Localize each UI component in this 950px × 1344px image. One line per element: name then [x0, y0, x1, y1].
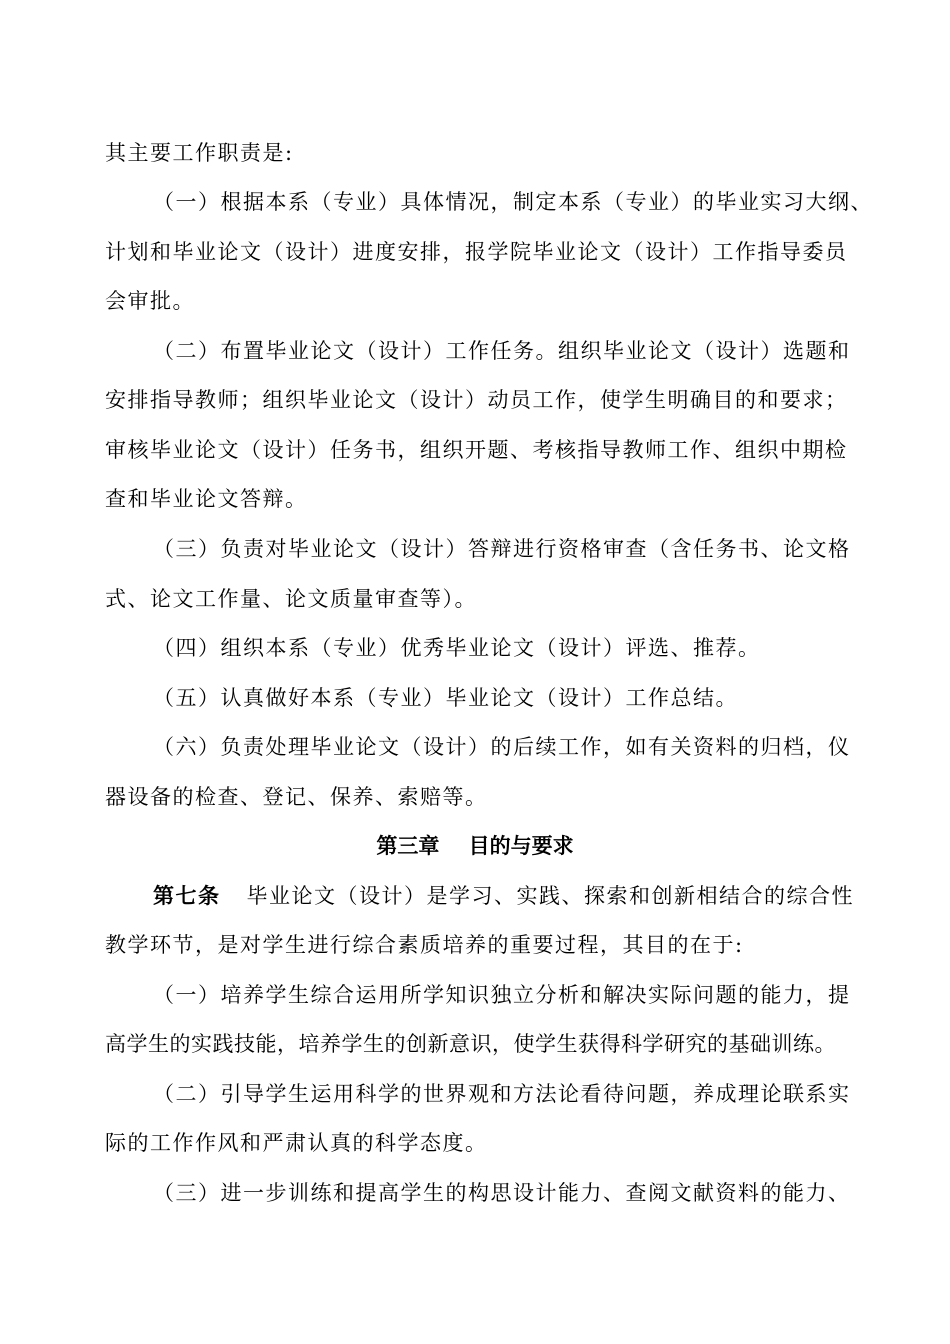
text-line: （五）认真做好本系（专业）毕业论文（设计）工作总结。	[153, 686, 738, 710]
text-line: 计划和毕业论文（设计）进度安排，报学院毕业论文（设计）工作指导委员	[105, 240, 848, 264]
text-line: （二）布置毕业论文（设计）工作任务。组织毕业论文（设计）选题和	[153, 339, 851, 363]
text-line: 式、论文工作量、论文质量审查等）。	[105, 587, 477, 611]
text-line: 会审批。	[105, 289, 195, 313]
text-line: 其主要工作职责是:	[105, 141, 294, 165]
text-line: （二）引导学生运用科学的世界观和方法论看待问题，养成理论联系实	[153, 1082, 851, 1106]
text-line: 审核毕业论文（设计）任务书，组织开题、考核指导教师工作、组织中期检	[105, 438, 848, 462]
text-line: 高学生的实践技能，培养学生的创新意识，使学生获得科学研究的基础训练。	[105, 1032, 836, 1056]
text-line: 教学环节，是对学生进行综合素质培养的重要过程，其目的在于:	[105, 933, 744, 957]
text-line: 器设备的检查、登记、保养、索赔等。	[105, 785, 488, 809]
article-number: 第七条	[153, 884, 221, 908]
text-line: （四）组织本系（专业）优秀毕业论文（设计）评选、推荐。	[153, 636, 761, 660]
text-line: 际的工作作风和严肃认真的科学态度。	[105, 1131, 488, 1155]
article-line	[153, 881, 898, 911]
article-text: 毕业论文（设计）是学习、实践、探索和创新相结合的综合性	[246, 884, 854, 908]
text-line: （六）负责处理毕业论文（设计）的后续工作，如有关资料的归档，仪	[153, 735, 851, 759]
chapter-heading: 第三章 目的与要求	[376, 834, 574, 858]
text-line: （一）根据本系（专业）具体情况，制定本系（专业）的毕业实习大纲、	[153, 190, 873, 214]
text-line: （一）培养学生综合运用所学知识独立分析和解决实际问题的能力，提	[153, 983, 851, 1007]
text-line: 查和毕业论文答辩。	[105, 487, 308, 511]
text-line: （三）负责对毕业论文（设计）答辩进行资格审查（含任务书、论文格	[153, 537, 851, 561]
text-line: 安排指导教师；组织毕业论文（设计）动员工作，使学生明确目的和要求；	[105, 388, 848, 412]
text-line: （三）进一步训练和提高学生的构思设计能力、查阅文献资料的能力、	[153, 1181, 851, 1205]
